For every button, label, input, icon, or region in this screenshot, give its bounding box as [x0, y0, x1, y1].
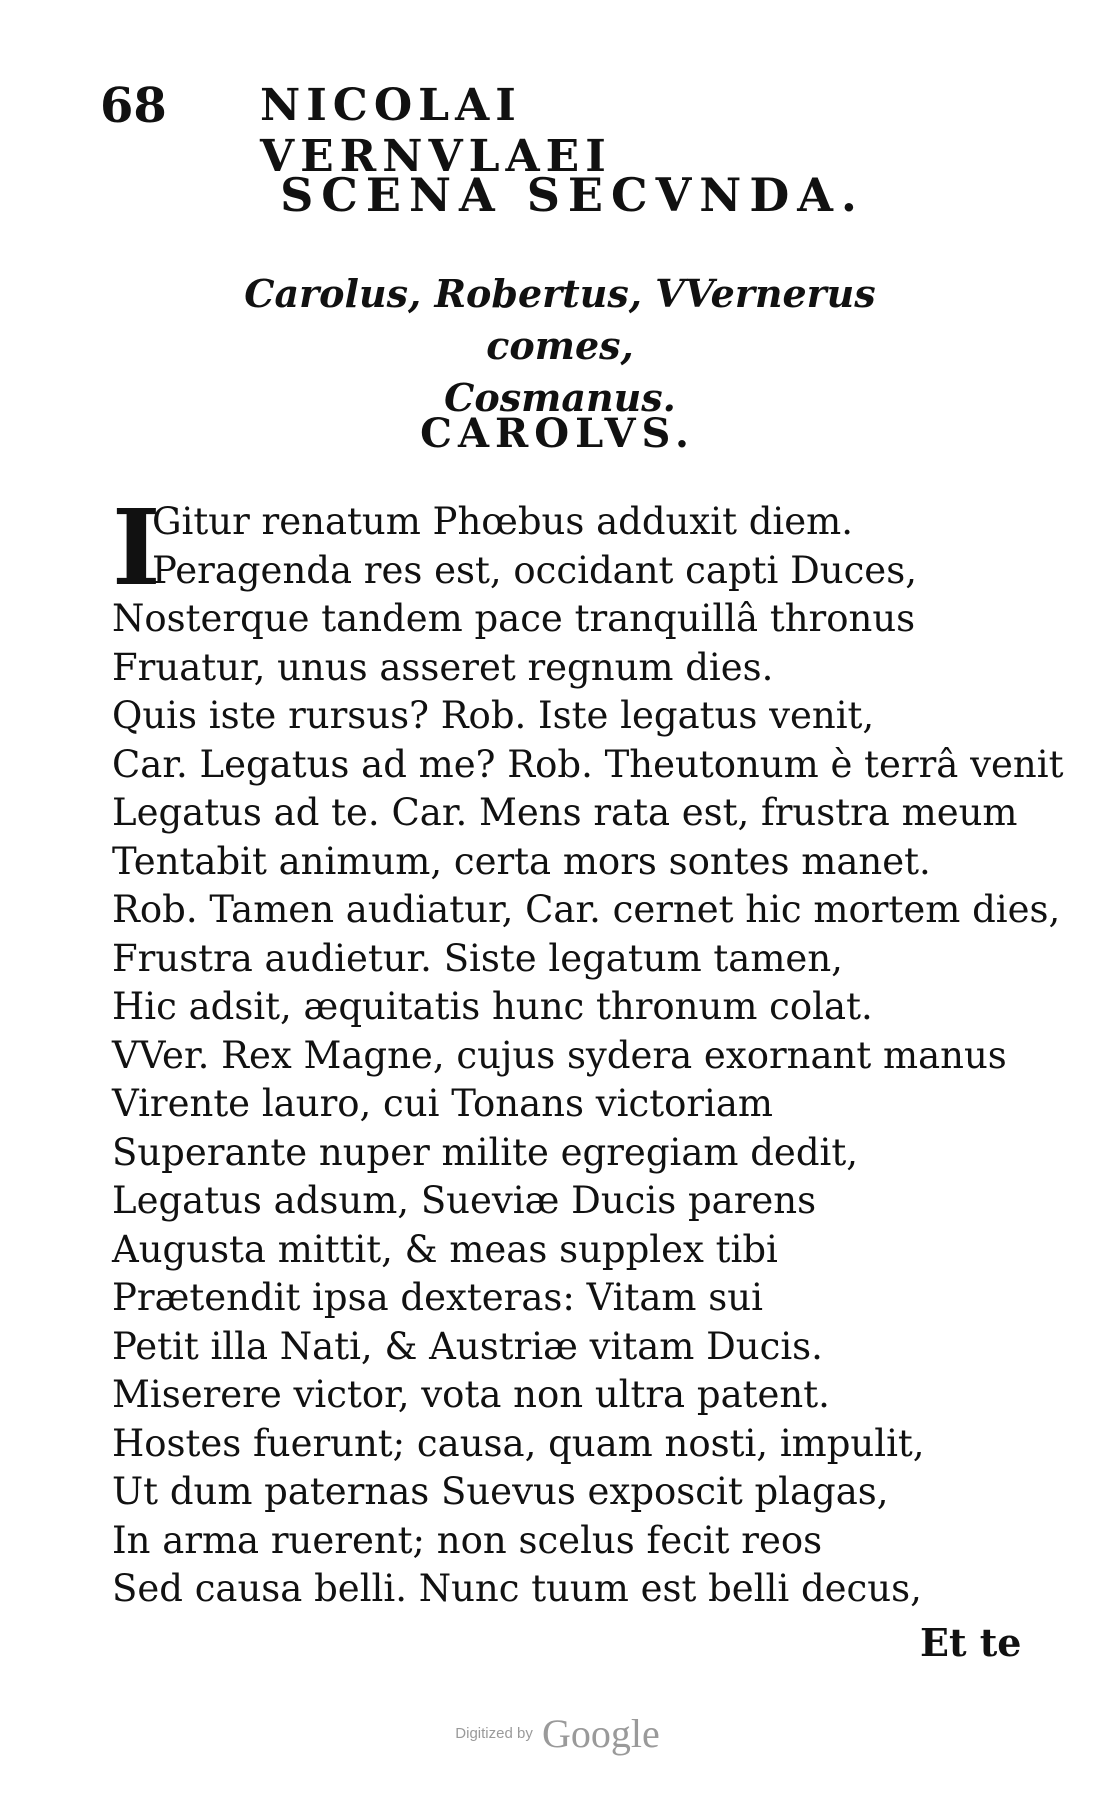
- scene-title: SCENA SECVNDA.: [280, 168, 865, 222]
- verse-line: Prætendit ipsa dexteras: Vitam sui: [112, 1276, 763, 1319]
- personae-line: Cosmanus.: [444, 375, 676, 420]
- catchword: Et te: [920, 1620, 1022, 1665]
- verse-line: Superante nuper milite egregiam dedit,: [112, 1130, 858, 1174]
- verse-line: Virente lauro, cui Tonans victoriam: [112, 1082, 774, 1125]
- verse-line: Rob. Tamen audiatur, Car. cernet hic mortem dies,: [112, 888, 1061, 931]
- verse-line: Hostes fuerunt; causa, quam nosti, impulit,: [112, 1421, 925, 1465]
- drop-cap: I: [112, 486, 161, 609]
- verse-line: Hic adsit, æquitatis hunc thronum colat.: [112, 985, 873, 1028]
- verse-line: Augusta mittit, & meas supplex tibi: [112, 1227, 778, 1271]
- verse-line: Frustra audietur. Siste legatum tamen,: [112, 936, 843, 980]
- verse-line: In arma ruerent; non scelus fecit reos: [112, 1518, 823, 1562]
- verse-block: [112, 486, 1064, 1614]
- verse-line: Miserere victor, vota non ultra patent.: [112, 1373, 830, 1416]
- page-header: [100, 78, 880, 182]
- verse-line: Legatus ad te. Car. Mens rata est, frustra meum: [112, 791, 1018, 834]
- verse-line: Fruatur, unus asseret regnum dies.: [112, 645, 774, 689]
- verse-line: Legatus adsum, Sueviæ Ducis parens: [112, 1179, 817, 1222]
- verse-line: Nosterque tandem pace tranquillâ thronus: [112, 597, 916, 640]
- watermark-prefix: Digitized by: [455, 1725, 533, 1742]
- verse-line: Tentabit animum, certa mors sontes manet.: [112, 839, 931, 883]
- verse-line: Petit illa Nati, & Austriæ vitam Ducis.: [112, 1324, 823, 1368]
- verse-line: VVer. Rex Magne, cujus sydera exornant manus: [112, 1033, 1007, 1077]
- dramatis-personae: [210, 268, 910, 424]
- personae-line: Carolus, Robertus, VVernerus comes,: [244, 271, 876, 368]
- google-logo: Google: [541, 1711, 660, 1756]
- verse-line: Car. Legatus ad me? Rob. Theutonum è terrâ venit: [112, 742, 1064, 786]
- verse-line: Peragenda res est, occidant capti Duces,: [152, 548, 917, 592]
- digitization-watermark: [0, 1710, 1115, 1757]
- verse-line: Sed causa belli. Nunc tuum est belli decus,: [112, 1567, 922, 1610]
- speaker-heading: CAROLVS.: [420, 410, 695, 457]
- running-head: NICOLAI VERNVLAEI: [260, 80, 612, 182]
- verse-line: Quis iste rursus? Rob. Iste legatus venit,: [112, 694, 875, 737]
- verse-line: Gitur renatum Phœbus adduxit diem.: [152, 500, 853, 543]
- page-number: 68: [100, 78, 167, 134]
- verse-line: Ut dum paternas Suevus exposcit plagas,: [112, 1470, 889, 1513]
